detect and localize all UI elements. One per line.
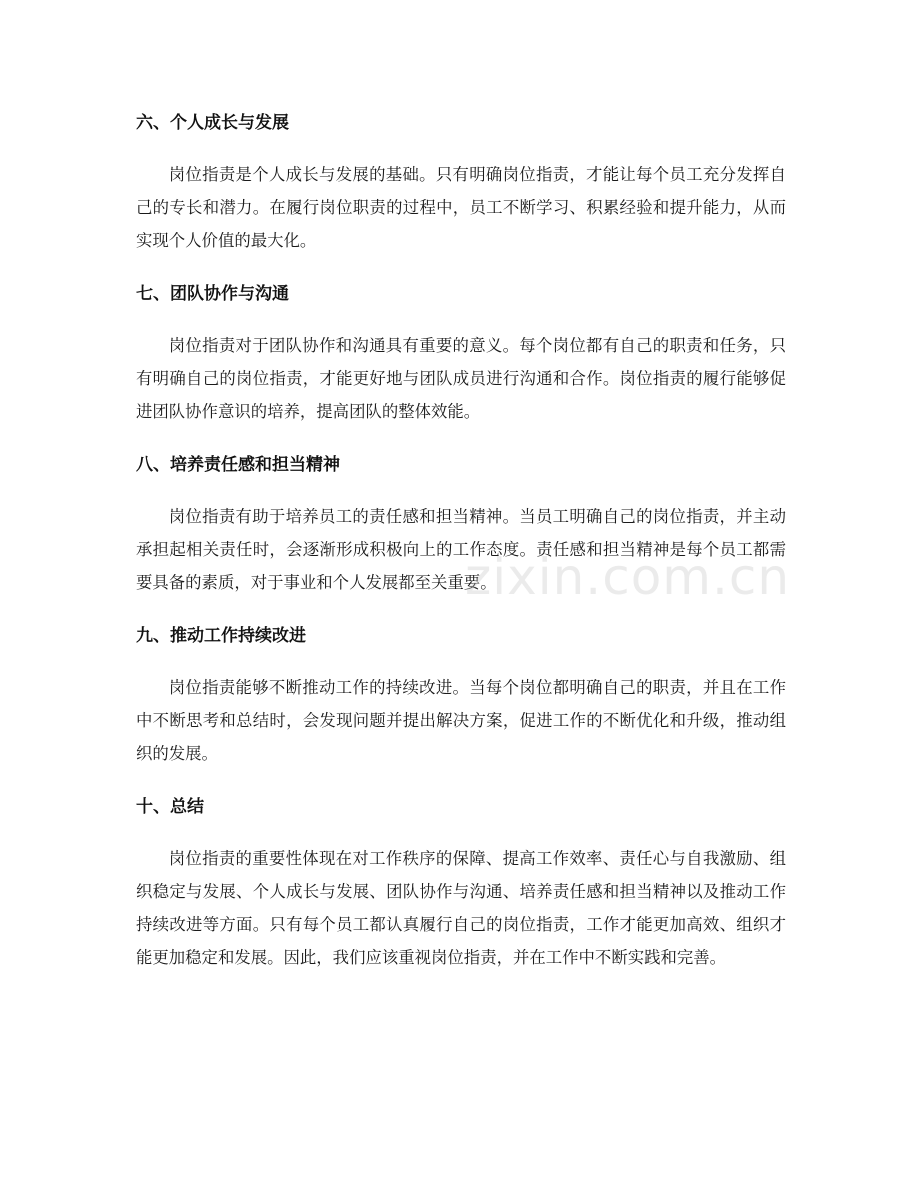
section-heading: 十、总结 — [136, 797, 204, 817]
section-continuous-improvement — [136, 619, 786, 770]
section-personal-growth — [136, 106, 786, 257]
section-paragraph: 岗位指责能够不断推动工作的持续改进。当每个岗位都明确自己的职责，并且在工作中不断思考和总结时，会发现问题并提出解决方案，促进工作的不断优化和升级，推动组织的发展。 — [136, 678, 786, 763]
section-teamwork — [136, 277, 786, 428]
section-heading: 六、个人成长与发展 — [136, 113, 289, 133]
section-paragraph: 岗位指责有助于培养员工的责任感和担当精神。当员工明确自己的岗位指责，并主动承担起相关责任时，会逐渐形成积极向上的工作态度。责任感和担当精神是每个员工都需要具备的素质，对于事业和个人发展都至关重要。 — [136, 507, 786, 592]
section-heading: 九、推动工作持续改进 — [136, 626, 306, 646]
watermark: zixin.com.cn — [465, 548, 791, 606]
section-summary — [136, 790, 786, 974]
section-heading: 七、团队协作与沟通 — [136, 284, 289, 304]
section-paragraph: 岗位指责的重要性体现在对工作秩序的保障、提高工作效率、责任心与自我激励、组织稳定与发展、个人成长与发展、团队协作与沟通、培养责任感和担当精神以及推动工作持续改进等方面。只有每个员工都认真履行自己的岗位指责，工作才能更加高效、组织才能更加稳定和发展。因此，我们应该重视岗位指责，并在工作中不断实践和完善。 — [136, 849, 786, 967]
document-body — [136, 106, 786, 994]
section-heading: 八、培养责任感和担当精神 — [136, 455, 340, 475]
section-responsibility — [136, 448, 786, 599]
section-paragraph: 岗位指责对于团队协作和沟通具有重要的意义。每个岗位都有自己的职责和任务，只有明确自己的岗位指责，才能更好地与团队成员进行沟通和合作。岗位指责的履行能够促进团队协作意识的培养，提高团队的整体效能。 — [136, 336, 786, 421]
section-paragraph: 岗位指责是个人成长与发展的基础。只有明确岗位指责，才能让每个员工充分发挥自己的专长和潜力。在履行岗位职责的过程中，员工不断学习、积累经验和提升能力，从而实现个人价值的最大化。 — [136, 165, 786, 250]
